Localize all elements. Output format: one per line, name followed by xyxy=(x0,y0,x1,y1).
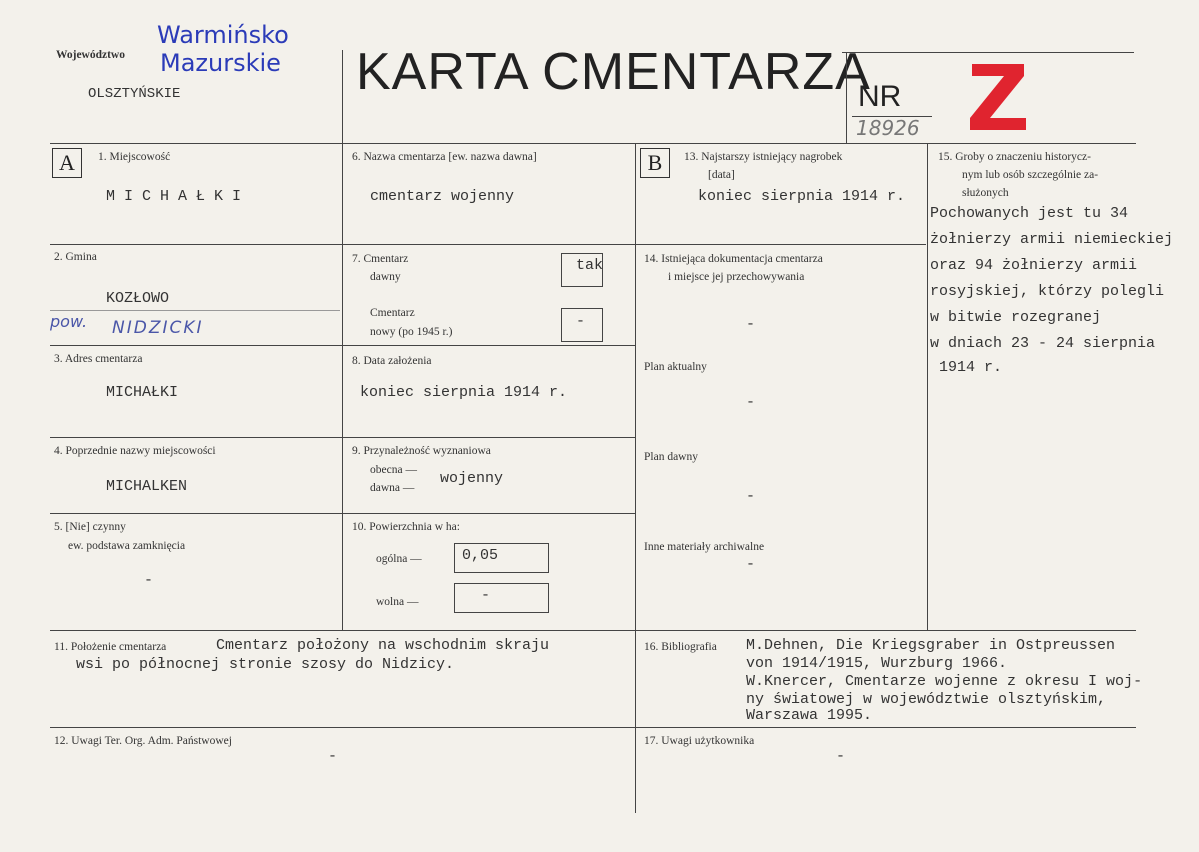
district-prefix: pow. xyxy=(50,312,88,331)
bibliography-label: 16. Bibliografia xyxy=(644,641,717,653)
bibliography-line-1: M.Dehnen, Die Kriegsgraber in Ostpreussen xyxy=(746,637,1116,654)
denomination-value: wojenny xyxy=(440,470,504,487)
admin-remarks-label: 12. Uwagi Ter. Org. Adm. Państwowej xyxy=(54,735,232,747)
address-value: MICHAŁKI xyxy=(106,384,179,401)
previous-names-value: MICHALKEN xyxy=(106,478,188,495)
bibliography-line-4: ny światowej w województwie olsztyńskim, xyxy=(746,691,1107,708)
area-free-box xyxy=(454,583,549,613)
user-remarks-label: 17. Uwagi użytkownika xyxy=(644,735,755,747)
other-materials-value: - xyxy=(746,556,756,573)
section-a-marker: A xyxy=(52,148,82,178)
oldest-grave-value: koniec sierpnia 1914 r. xyxy=(698,188,906,205)
denomination-label: 9. Przynależność wyznaniowa xyxy=(352,445,491,457)
bibliography-line-3: W.Knercer, Cmentarze wojenne z okresu I woj- xyxy=(746,673,1143,690)
area-free-label: wolna — xyxy=(376,596,419,608)
row-line-5 xyxy=(50,513,636,514)
cemetery-new-sublabel: nowy (po 1945 r.) xyxy=(370,326,453,338)
oldest-grave-label: 13. Najstarszy istniejący nagrobek xyxy=(684,151,843,163)
voivodeship-value: OLSZTYŃSKIE xyxy=(88,86,181,102)
active-label: 5. [Nie] czynny xyxy=(54,521,126,533)
commune-value: KOZŁOWO xyxy=(106,290,170,307)
location-line-1: Cmentarz położony na wschodnim skraju xyxy=(216,637,550,654)
plan-old-value: - xyxy=(746,488,756,505)
area-label: 10. Powierzchnia w ha: xyxy=(352,521,460,533)
row-line-1 xyxy=(50,143,1136,144)
card-title: KARTA CMENTARZA xyxy=(356,43,871,101)
oldest-grave-sublabel: [data] xyxy=(708,169,735,181)
col-line-1 xyxy=(342,143,343,630)
locality-value: M I C H A Ł K I xyxy=(106,188,242,205)
founding-date-label: 8. Data założenia xyxy=(352,355,432,367)
plan-current-label: Plan aktualny xyxy=(644,361,707,373)
documentation-value: - xyxy=(746,316,756,333)
location-label: 11. Położenie cmentarza xyxy=(54,641,167,653)
graves-label-2: nym lub osób szczególnie za- xyxy=(962,169,1099,181)
row-line-4 xyxy=(50,437,636,438)
cemetery-name-label: 6. Nazwa cmentarza [ew. nazwa dawna] xyxy=(352,151,537,163)
gmina-underline xyxy=(50,310,340,311)
graves-line-2: żołnierzy armii niemieckiej xyxy=(930,231,1174,248)
row-line-6 xyxy=(50,630,1136,631)
graves-label: 15. Groby o znaczeniu historycz- xyxy=(938,151,1091,163)
col-line-3 xyxy=(927,143,928,630)
nr-handwritten: 18926 xyxy=(856,116,920,140)
bibliography-line-2: von 1914/1915, Wurzburg 1966. xyxy=(746,655,1008,672)
area-total-label: ogólna — xyxy=(376,553,422,565)
previous-names-label: 4. Poprzednie nazwy miejscowości xyxy=(54,445,216,457)
row-line-7 xyxy=(50,727,1136,728)
district-handwritten: NIDZICKI xyxy=(112,318,204,338)
area-total-value: 0,05 xyxy=(462,547,499,564)
closure-basis-label: ew. podstawa zamknięcia xyxy=(68,540,186,552)
other-materials-label: Inne materiały archiwalne xyxy=(644,541,765,553)
graves-line-4: rosyjskiej, którzy polegli xyxy=(930,283,1165,300)
denomination-former-label: dawna — xyxy=(370,482,415,494)
bibliography-line-5: Warszawa 1995. xyxy=(746,707,873,724)
col-line-2 xyxy=(635,143,636,813)
cemetery-old-label: 7. Cmentarz xyxy=(352,253,409,265)
graves-label-3: służonych xyxy=(962,187,1009,199)
nr-top-line xyxy=(842,52,1134,53)
graves-line-1: Pochowanych jest tu 34 xyxy=(930,205,1129,222)
row-line-2 xyxy=(50,244,926,245)
location-line-2: wsi po północnej stronie szosy do Nidzicy. xyxy=(76,656,455,673)
cemetery-name-value: cmentarz wojenny xyxy=(370,188,515,205)
new-cemetery-value: - xyxy=(576,313,586,330)
denomination-current-label: obecna — xyxy=(370,464,417,476)
plan-current-value: - xyxy=(746,394,756,411)
header-divider xyxy=(342,50,343,144)
cemetery-old-sublabel: dawny xyxy=(370,271,401,283)
commune-label: 2. Gmina xyxy=(54,251,97,263)
section-b-marker: B xyxy=(640,148,670,178)
plan-old-label: Plan dawny xyxy=(644,451,698,463)
graves-line-3: oraz 94 żołnierzy armii xyxy=(930,257,1138,274)
row-line-3 xyxy=(50,345,636,346)
user-remarks-value: - xyxy=(836,748,846,765)
address-label: 3. Adres cmentarza xyxy=(54,353,143,365)
nr-stamp-z xyxy=(966,58,1030,134)
admin-remarks-value: - xyxy=(328,748,338,765)
region-stamp-line1: Warmińsko xyxy=(157,21,289,49)
region-stamp-line2: Mazurskie xyxy=(160,49,281,77)
documentation-label: 14. Istniejąca dokumentacja cmentarza xyxy=(644,253,823,265)
voivodeship-label: Województwo xyxy=(56,49,125,61)
old-cemetery-value: tak xyxy=(576,257,604,274)
nr-left-line xyxy=(846,52,847,144)
active-value: - xyxy=(144,572,154,589)
founding-date-value: koniec sierpnia 1914 r. xyxy=(360,384,568,401)
area-free-value: - xyxy=(481,587,491,604)
nr-label: NR xyxy=(858,80,902,113)
graves-line-6: w dniach 23 - 24 sierpnia xyxy=(930,335,1156,352)
locality-label: 1. Miejscowość xyxy=(98,151,171,163)
cemetery-new-label: Cmentarz xyxy=(370,307,415,319)
documentation-sublabel: i miejsce jej przechowywania xyxy=(668,271,805,283)
graves-line-5: w bitwie rozegranej xyxy=(930,309,1102,326)
graves-line-7: 1914 r. xyxy=(930,359,1003,376)
